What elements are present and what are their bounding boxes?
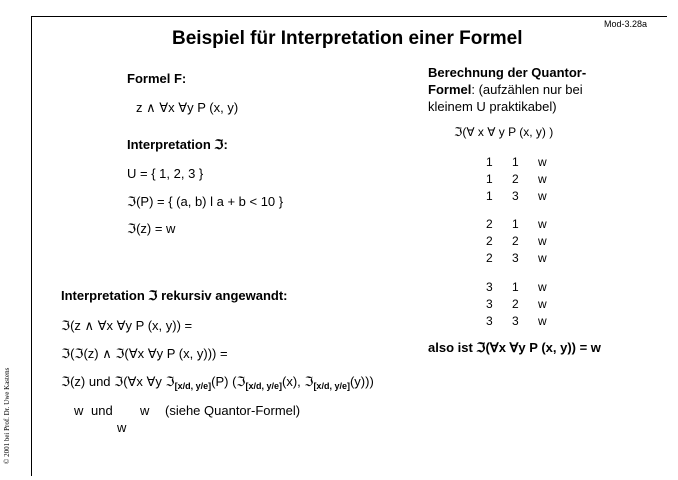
berechnung-heading-line-1: Berechnung der Quantor- [428, 65, 587, 80]
berechnung-heading-line-3: kleinem U praktikabel) [428, 99, 557, 114]
x-value: 2 [486, 217, 493, 231]
x-value: 2 [486, 251, 493, 265]
truth-value: w [538, 217, 547, 231]
truth-value: w [538, 155, 547, 169]
y-value: 3 [512, 314, 519, 328]
x-value: 1 [486, 189, 493, 203]
rekursiv-line-3-part-c: (x), ℑ [281, 374, 314, 389]
interpretation-heading: Interpretation ℑ: [127, 137, 228, 152]
page-title: Beispiel für Interpretation einer Formel [172, 28, 523, 49]
interpretation-line-1: U = { 1, 2, 3 } [127, 166, 204, 181]
x-value: 3 [486, 314, 493, 328]
rekursiv-heading: Interpretation ℑ rekursiv angewandt: [61, 288, 288, 303]
copyright: © 2001 bei Prof. Dr. Uwe Kastens [3, 367, 11, 464]
truth-value: w [538, 280, 547, 294]
berechnung-heading [428, 64, 586, 115]
x-value: 1 [486, 172, 493, 186]
berechnung-heading-line-2 [428, 81, 586, 98]
y-value: 1 [512, 155, 519, 169]
y-value: 2 [512, 297, 519, 311]
y-value: 2 [512, 172, 519, 186]
x-value: 3 [486, 297, 493, 311]
formel-heading: Formel F: [127, 71, 187, 86]
conclusion: also ist ℑ(∀x ∀y P (x, y)) = w [428, 340, 601, 355]
x-value: 1 [486, 155, 493, 169]
rekursiv-line-4-w1: w [74, 403, 84, 418]
berechnung-heading-formel: Formel [428, 82, 472, 97]
rekursiv-line-4-w2: w [140, 403, 150, 418]
truth-value: w [538, 172, 547, 186]
truth-value: w [538, 234, 547, 248]
y-value: 3 [512, 251, 519, 265]
y-value: 2 [512, 234, 519, 248]
slide-id: Mod-3.28a [604, 19, 648, 29]
rekursiv-line-3-part-b: (P) (ℑ [211, 374, 246, 389]
y-value: 1 [512, 280, 519, 294]
formel-expression: z ∧ ∀x ∀y P (x, y) [136, 100, 239, 115]
truth-value: w [538, 297, 547, 311]
substitution-subscript: [x/d, y/e] [245, 381, 282, 391]
table-header: ℑ(∀ x ∀ y P (x, y) ) [454, 125, 554, 139]
rekursiv-line-2: ℑ(ℑ(z) ∧ ℑ(∀x ∀y P (x, y))) = [61, 346, 228, 361]
rekursiv-line-4-und: und [91, 403, 113, 418]
substitution-subscript: [x/d, y/e] [313, 381, 350, 391]
y-value: 3 [512, 189, 519, 203]
y-value: 1 [512, 217, 519, 231]
rekursiv-line-1: ℑ(z ∧ ∀x ∀y P (x, y)) = [61, 318, 193, 333]
interpretation-line-2: ℑ(P) = { (a, b) l a + b < 10 } [127, 194, 284, 209]
rekursiv-line-3-part-d: (y))) [349, 374, 374, 389]
rekursiv-line-3-part-a: ℑ(z) und ℑ(∀x ∀y ℑ [61, 374, 175, 389]
x-value: 3 [486, 280, 493, 294]
truth-value: w [538, 251, 547, 265]
berechnung-heading-rest: : (aufzählen nur bei [471, 82, 583, 97]
truth-value: w [538, 314, 547, 328]
rekursiv-line-4-w-below: w [117, 420, 127, 435]
x-value: 2 [486, 234, 493, 248]
substitution-subscript: [x/d, y/e] [174, 381, 212, 391]
interpretation-line-3: ℑ(z) = w [127, 221, 176, 236]
rekursiv-line-4-note: (siehe Quantor-Formel) [165, 403, 301, 418]
rekursiv-line-3 [61, 374, 374, 391]
truth-value: w [538, 189, 547, 203]
